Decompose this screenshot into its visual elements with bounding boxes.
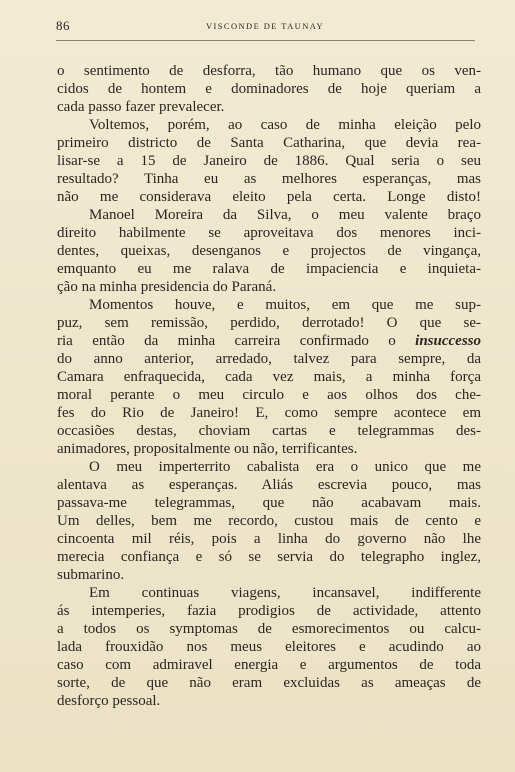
text-line [57,332,481,350]
text-line: emquanto eu me ralava de impaciencia e inquieta- [57,261,481,277]
text-line: merecia confiança e só se servia do telegrapho inglez, [57,549,481,565]
text-line: fes do Rio de Janeiro! E, como sempre acontece em [57,405,481,421]
page-number: 86 [56,18,70,33]
text-line: animadores, propositalmente ou não, terrificantes. [57,441,358,457]
text-line: occasiões destas, choviam cartas e telegrammas des- [57,423,481,439]
text-line: Manoel Moreira da Silva, o meu valente braço [89,207,481,223]
text-line: sorte, de que não eram excluidas as ameaças de [57,675,481,691]
text-line: cidos de hontem e dominadores de hoje queriam a [57,81,481,97]
text-line: lisar-se a 15 de Janeiro de 1886. Qual seria o seu [57,153,481,169]
paragraph [57,458,481,584]
paragraph [57,116,481,206]
paragraph [57,62,481,116]
text-line: cincoenta mil réis, pois a linha do governo não lhe [57,531,481,547]
text-line: Em continuas viagens, incansavel, indifferente [89,585,481,601]
text-line: alentava as esperanças. Aliás escrevia pouco, mas [57,477,481,493]
page-header [56,18,475,41]
paragraph [57,584,481,710]
text-line: não me considerava eleito pela certa. Longe disto! [57,189,481,205]
text-line: dentes, queixas, desenganos e projectos de vingança, [57,243,481,259]
body-text [57,62,481,710]
text-line: Voltemos, porém, ao caso de minha eleição pelo [89,117,481,133]
text-line: desforço pessoal. [57,693,161,709]
text-line: O meu imperterrito cabalista era o unico que me [89,459,481,475]
text-line: ção na minha presidencia do Paraná. [57,279,277,295]
text-line: caso com admiravel energia e argumentos de toda [57,657,481,673]
running-head: VISCONDE DE TAUNAY [206,21,325,31]
text-line: o sentimento de desforra, tão humano que os ven- [57,63,481,79]
text-line: passava-me telegrammas, que não acabavam mais. [57,495,481,511]
emphasized-word: insuccesso [415,333,481,349]
text-line: puz, sem remissão, perdido, derrotado! O que se- [57,315,481,331]
text-line: resultado? Tinha eu as melhores esperanças, mas [57,171,481,187]
text-line: direito habilmente se aproveitava dos menores inci- [57,225,481,241]
text-line: cada passo fazer prevalecer. [57,99,225,115]
text-line: do anno anterior, arredado, talvez para sempre, da [57,351,481,367]
text-line-part: ria então da minha carreira confirmado o [57,333,416,349]
paragraph [57,296,481,458]
text-line: primeiro districto de Santa Catharina, que devia rea- [57,135,481,151]
text-line: lada frouxidão nos meus eleitores e acudindo ao [57,639,481,655]
text-line: Camara enfraquecida, cada vez mais, a minha força [57,369,481,385]
text-line: Um delles, bem me recordo, custou mais de cento e [57,513,481,529]
text-line: submarino. [57,567,125,583]
text-line: ás intemperies, fazia prodigios de actividade, attento [57,603,481,619]
text-line: Momentos houve, e muitos, em que me sup- [89,297,481,313]
text-line: a todos os symptomas de esmorecimentos ou calcu- [57,621,481,637]
text-line: moral perante o meu circulo e aos olhos dos che- [57,387,481,403]
paragraph [57,206,481,296]
